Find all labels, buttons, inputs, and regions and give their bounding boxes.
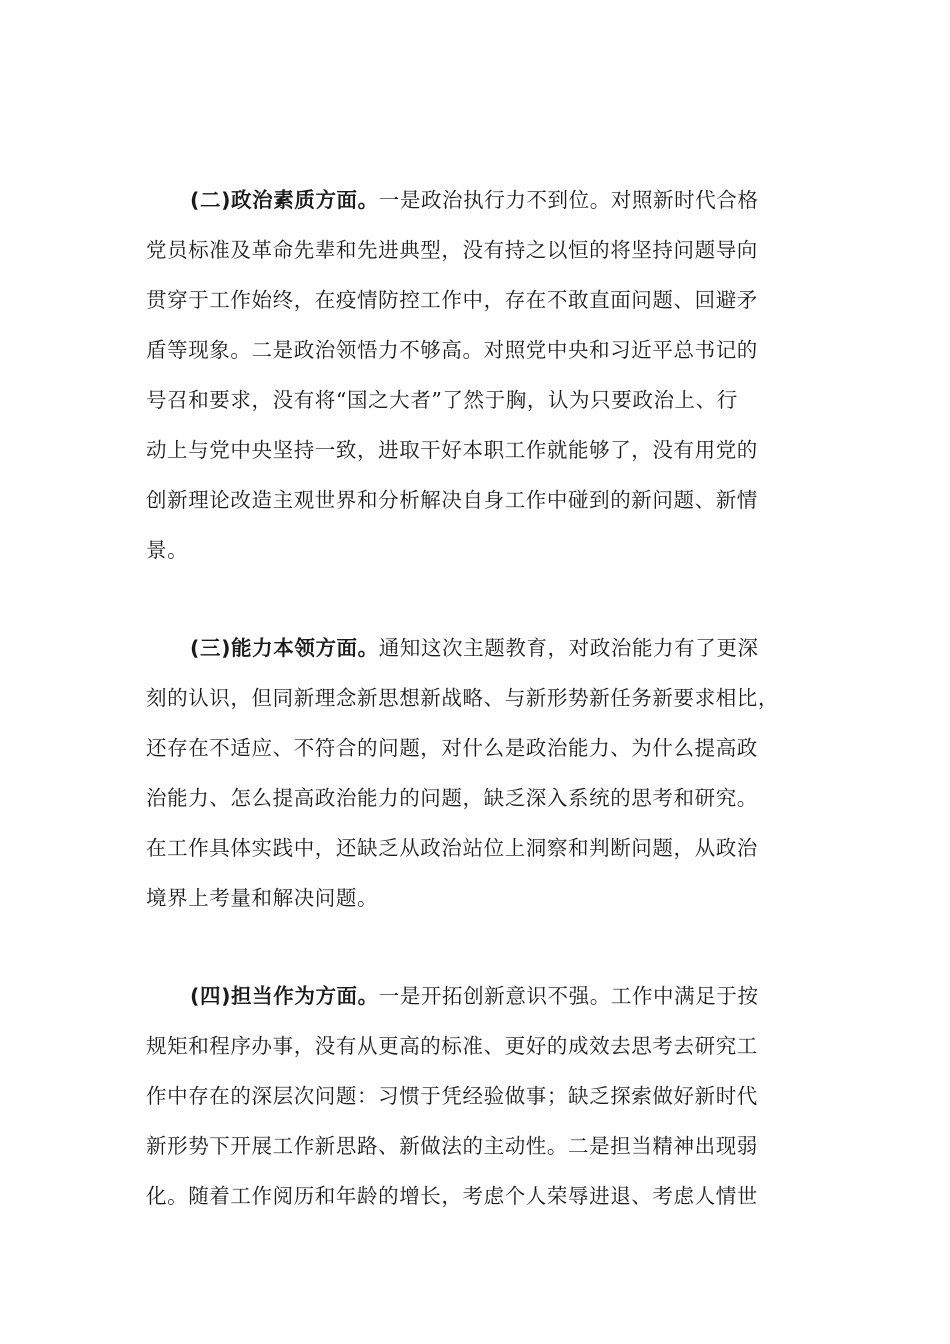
paragraph-line: 创新理论改造主观世界和分析解决自身工作中碰到的新问题、新情 xyxy=(146,488,758,512)
paragraph-text: 通知这次主题教育，对政治能力有了更深 xyxy=(378,636,759,660)
paragraph-line: 号召和要求，没有将“国之大者”了然于胸，认为只要政治上、行 xyxy=(146,388,738,412)
paragraph-text: 一是政治执行力不到位。对照新时代合格 xyxy=(378,188,759,212)
paragraph-line: 动上与党中央坚持一致，进取干好本职工作就能够了，没有用党的 xyxy=(146,438,758,462)
paragraph-line: 在工作具体实践中，还缺乏从政治站位上洞察和判断问题，从政治 xyxy=(146,836,758,860)
paragraph-line xyxy=(190,633,860,663)
section-heading: (四)担当作为方面。 xyxy=(190,984,379,1008)
paragraph-line: 新形势下开展工作新思路、新做法的主动性。二是担当精神出现弱 xyxy=(146,1134,758,1158)
paragraph-line: 境界上考量和解决问题。 xyxy=(146,886,379,910)
section-heading: (三)能力本领方面。 xyxy=(190,636,379,660)
paragraph-line: 治能力、怎么提高政治能力的问题，缺乏深入系统的思考和研究。 xyxy=(146,786,758,810)
paragraph-line: 规矩和程序办事，没有从更高的标准、更好的成效去思考去研究工 xyxy=(146,1034,758,1058)
paragraph-line: 景。 xyxy=(146,538,189,562)
paragraph-line: 作中存在的深层次问题：习惯于凭经验做事；缺乏探索做好新时代 xyxy=(146,1084,758,1108)
paragraph-text: 一是开拓创新意识不强。工作中满足于按 xyxy=(378,984,759,1008)
paragraph-line: 党员标准及革命先辈和先进典型，没有持之以恒的将坚持问题导向 xyxy=(146,238,758,262)
paragraph-line: 化。随着工作阅历和年龄的增长，考虑个人荣辱进退、考虑人情世 xyxy=(146,1184,758,1208)
paragraph-line: 贯穿于工作始终，在疫情防控工作中，存在不敢直面问题、回避矛 xyxy=(146,288,758,312)
paragraph-line xyxy=(190,981,860,1011)
paragraph-line: 刻的认识，但同新理念新思想新战略、与新形势新任务新要求相比， xyxy=(146,686,779,710)
paragraph-line: 盾等现象。二是政治领悟力不够高。对照党中央和习近平总书记的 xyxy=(146,338,758,362)
paragraph-line: 还存在不适应、不符合的问题，对什么是政治能力、为什么提高政 xyxy=(146,736,758,760)
section-heading: (二)政治素质方面。 xyxy=(190,188,379,212)
paragraph-line xyxy=(190,185,860,215)
